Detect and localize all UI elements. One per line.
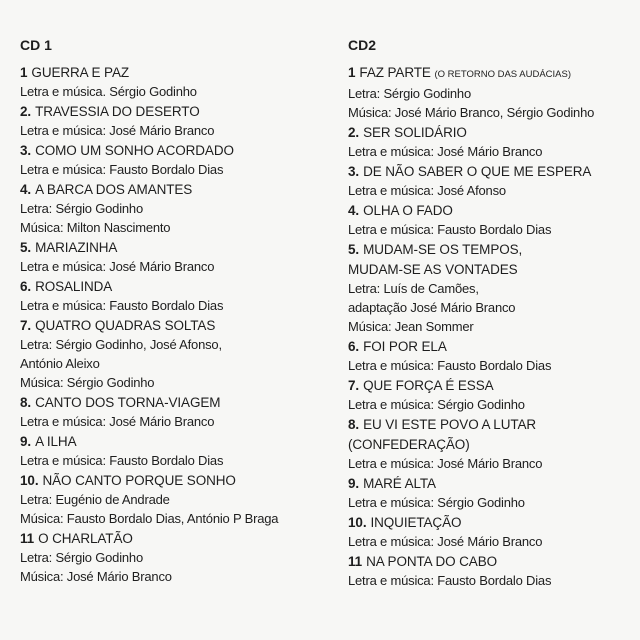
track-title-line (348, 162, 638, 181)
track-title: FAZ PARTE (359, 65, 431, 80)
track-credit: Letra: Luís de Camões, (348, 281, 479, 296)
track-credit: Letra: Eugénio de Andrade (20, 492, 170, 507)
track-credit: Letra e música: Fausto Bordalo Dias (20, 298, 224, 313)
track-title-line (20, 471, 330, 490)
track-entry (348, 376, 638, 414)
track-title: COMO UM SONHO ACORDADO (35, 143, 234, 158)
track-title: NÃO CANTO PORQUE SONHO (42, 473, 236, 488)
track-entry (20, 432, 330, 470)
track-title: ROSALINDA (35, 279, 113, 294)
track-title-line (348, 376, 638, 395)
track-entry (348, 201, 638, 239)
track-title-line (20, 432, 330, 451)
track-entry (20, 180, 330, 237)
track-title: A BARCA DOS AMANTES (35, 182, 193, 197)
track-title-line (20, 180, 330, 199)
track-credit: Letra e música: José Mário Branco (20, 123, 215, 138)
track-credit: Letra e música: Sérgio Godinho (348, 397, 525, 412)
track-entry (348, 415, 638, 473)
track-title: QUE FORÇA É ESSA (363, 378, 494, 393)
track-title: SER SOLIDÁRIO (363, 125, 467, 140)
track-entry (20, 277, 330, 315)
track-credit: Música: Sérgio Godinho (20, 375, 155, 390)
track-title-line (348, 513, 638, 532)
track-entry (20, 238, 330, 276)
track-title-line (20, 141, 330, 160)
track-number: 3. (20, 143, 32, 158)
track-title: CANTO DOS TORNA-VIAGEM (35, 395, 221, 410)
track-number: 5. (348, 242, 360, 257)
track-entry (348, 162, 638, 200)
track-credit: Letra e música: José Mário Branco (20, 414, 215, 429)
track-credit: Letra e música: José Afonso (348, 183, 506, 198)
track-entry (348, 337, 638, 375)
track-credit: Letra e música: Fausto Bordalo Dias (348, 222, 552, 237)
track-title-line (348, 63, 638, 84)
track-title-line (20, 102, 330, 121)
track-entry (348, 123, 638, 161)
track-credit: Música: José Mário Branco (20, 569, 172, 584)
track-number: 1 (20, 65, 28, 80)
track-credit: Letra: Sérgio Godinho (20, 201, 143, 216)
track-entry (20, 141, 330, 179)
track-entry (20, 393, 330, 431)
track-entry (348, 474, 638, 512)
track-credit: Música: Fausto Bordalo Dias, António P Braga (20, 511, 279, 526)
track-title-line (348, 201, 638, 220)
cd1-tracklist (20, 36, 330, 587)
track-number: 8. (348, 417, 360, 432)
track-number: 6. (348, 339, 360, 354)
track-credit: Letra e música. Sérgio Godinho (20, 84, 197, 99)
track-title-line (348, 552, 638, 571)
track-title-line (20, 277, 330, 296)
track-subtitle: (O RETORNO DAS AUDÁCIAS) (434, 69, 571, 80)
track-credit: Letra e música: Fausto Bordalo Dias (348, 358, 552, 373)
track-number: 9. (20, 434, 32, 449)
track-number: 10. (348, 515, 367, 530)
track-credit: Letra e música: José Mário Branco (348, 456, 543, 471)
track-number: 2. (348, 125, 360, 140)
track-entry (20, 471, 330, 528)
track-number: 2. (20, 104, 32, 119)
track-credit: adaptação José Mário Branco (348, 300, 516, 315)
track-title: TRAVESSIA DO DESERTO (35, 104, 200, 119)
track-credit: Letra e música: Fausto Bordalo Dias (20, 162, 224, 177)
track-title-line (348, 474, 638, 493)
track-title: OLHA O FADO (363, 203, 453, 218)
track-credit: Letra: Sérgio Godinho (348, 86, 471, 101)
track-number: 1 (348, 65, 356, 80)
track-credit: Letra e música: Fausto Bordalo Dias (348, 573, 552, 588)
track-number: 4. (20, 182, 32, 197)
track-number: 9. (348, 476, 360, 491)
track-entry (348, 240, 638, 336)
track-number: 11 (348, 554, 363, 569)
track-credit: Música: Jean Sommer (348, 319, 474, 334)
track-title: NA PONTA DO CABO (366, 554, 498, 569)
track-credit: Música: José Mário Branco, Sérgio Godinho (348, 105, 595, 120)
track-credit: Letra e música: José Mário Branco (348, 534, 543, 549)
track-credit: Letra: Sérgio Godinho (20, 550, 143, 565)
track-number: 7. (348, 378, 360, 393)
track-credit: Letra e música: José Mário Branco (20, 259, 215, 274)
track-credit: Letra e música: Sérgio Godinho (348, 495, 525, 510)
cd2-tracklist (348, 36, 638, 591)
track-credit: Letra e música: José Mário Branco (348, 144, 543, 159)
track-title-line (20, 238, 330, 257)
track-title-line (20, 393, 330, 412)
track-credit: António Aleixo (20, 356, 100, 371)
track-number: 5. (20, 240, 32, 255)
cd-heading: CD 1 (20, 37, 52, 53)
track-title-line (20, 316, 330, 335)
track-title: A ILHA (35, 434, 77, 449)
track-entry (348, 513, 638, 551)
track-title-line (348, 415, 638, 434)
track-title-line (348, 240, 638, 259)
track-credit: Letra e música: Fausto Bordalo Dias (20, 453, 224, 468)
track-title: GUERRA E PAZ (31, 65, 129, 80)
track-title: INQUIETAÇÃO (370, 515, 462, 530)
track-title: EU VI ESTE POVO A LUTAR (363, 417, 537, 432)
track-entry (20, 316, 330, 392)
track-title: DE NÃO SABER O QUE ME ESPERA (363, 164, 592, 179)
track-title-line (348, 123, 638, 142)
track-number: 11 (20, 531, 35, 546)
track-number: 4. (348, 203, 360, 218)
track-number: 7. (20, 318, 32, 333)
track-entry (348, 552, 638, 590)
track-title: MARIAZINHA (35, 240, 118, 255)
track-credit: Música: Milton Nascimento (20, 220, 171, 235)
track-credit: Letra: Sérgio Godinho, José Afonso, (20, 337, 222, 352)
track-entry (20, 63, 330, 101)
track-title: O CHARLATÃO (38, 531, 133, 546)
track-number: 3. (348, 164, 360, 179)
track-title-continued: (CONFEDERAÇÃO) (348, 437, 470, 452)
track-title-line (348, 337, 638, 356)
track-title: MUDAM-SE OS TEMPOS, (363, 242, 523, 257)
track-number: 8. (20, 395, 32, 410)
track-title: MARÉ ALTA (363, 476, 436, 491)
track-number: 6. (20, 279, 32, 294)
track-number: 10. (20, 473, 39, 488)
track-entry (348, 63, 638, 122)
track-title-line (20, 529, 330, 548)
track-title: QUATRO QUADRAS SOLTAS (35, 318, 216, 333)
track-entry (20, 102, 330, 140)
cd-heading: CD2 (348, 37, 377, 53)
track-entry (20, 529, 330, 586)
track-title: FOI POR ELA (363, 339, 447, 354)
track-title-line (20, 63, 330, 82)
track-title-continued: MUDAM-SE AS VONTADES (348, 262, 518, 277)
